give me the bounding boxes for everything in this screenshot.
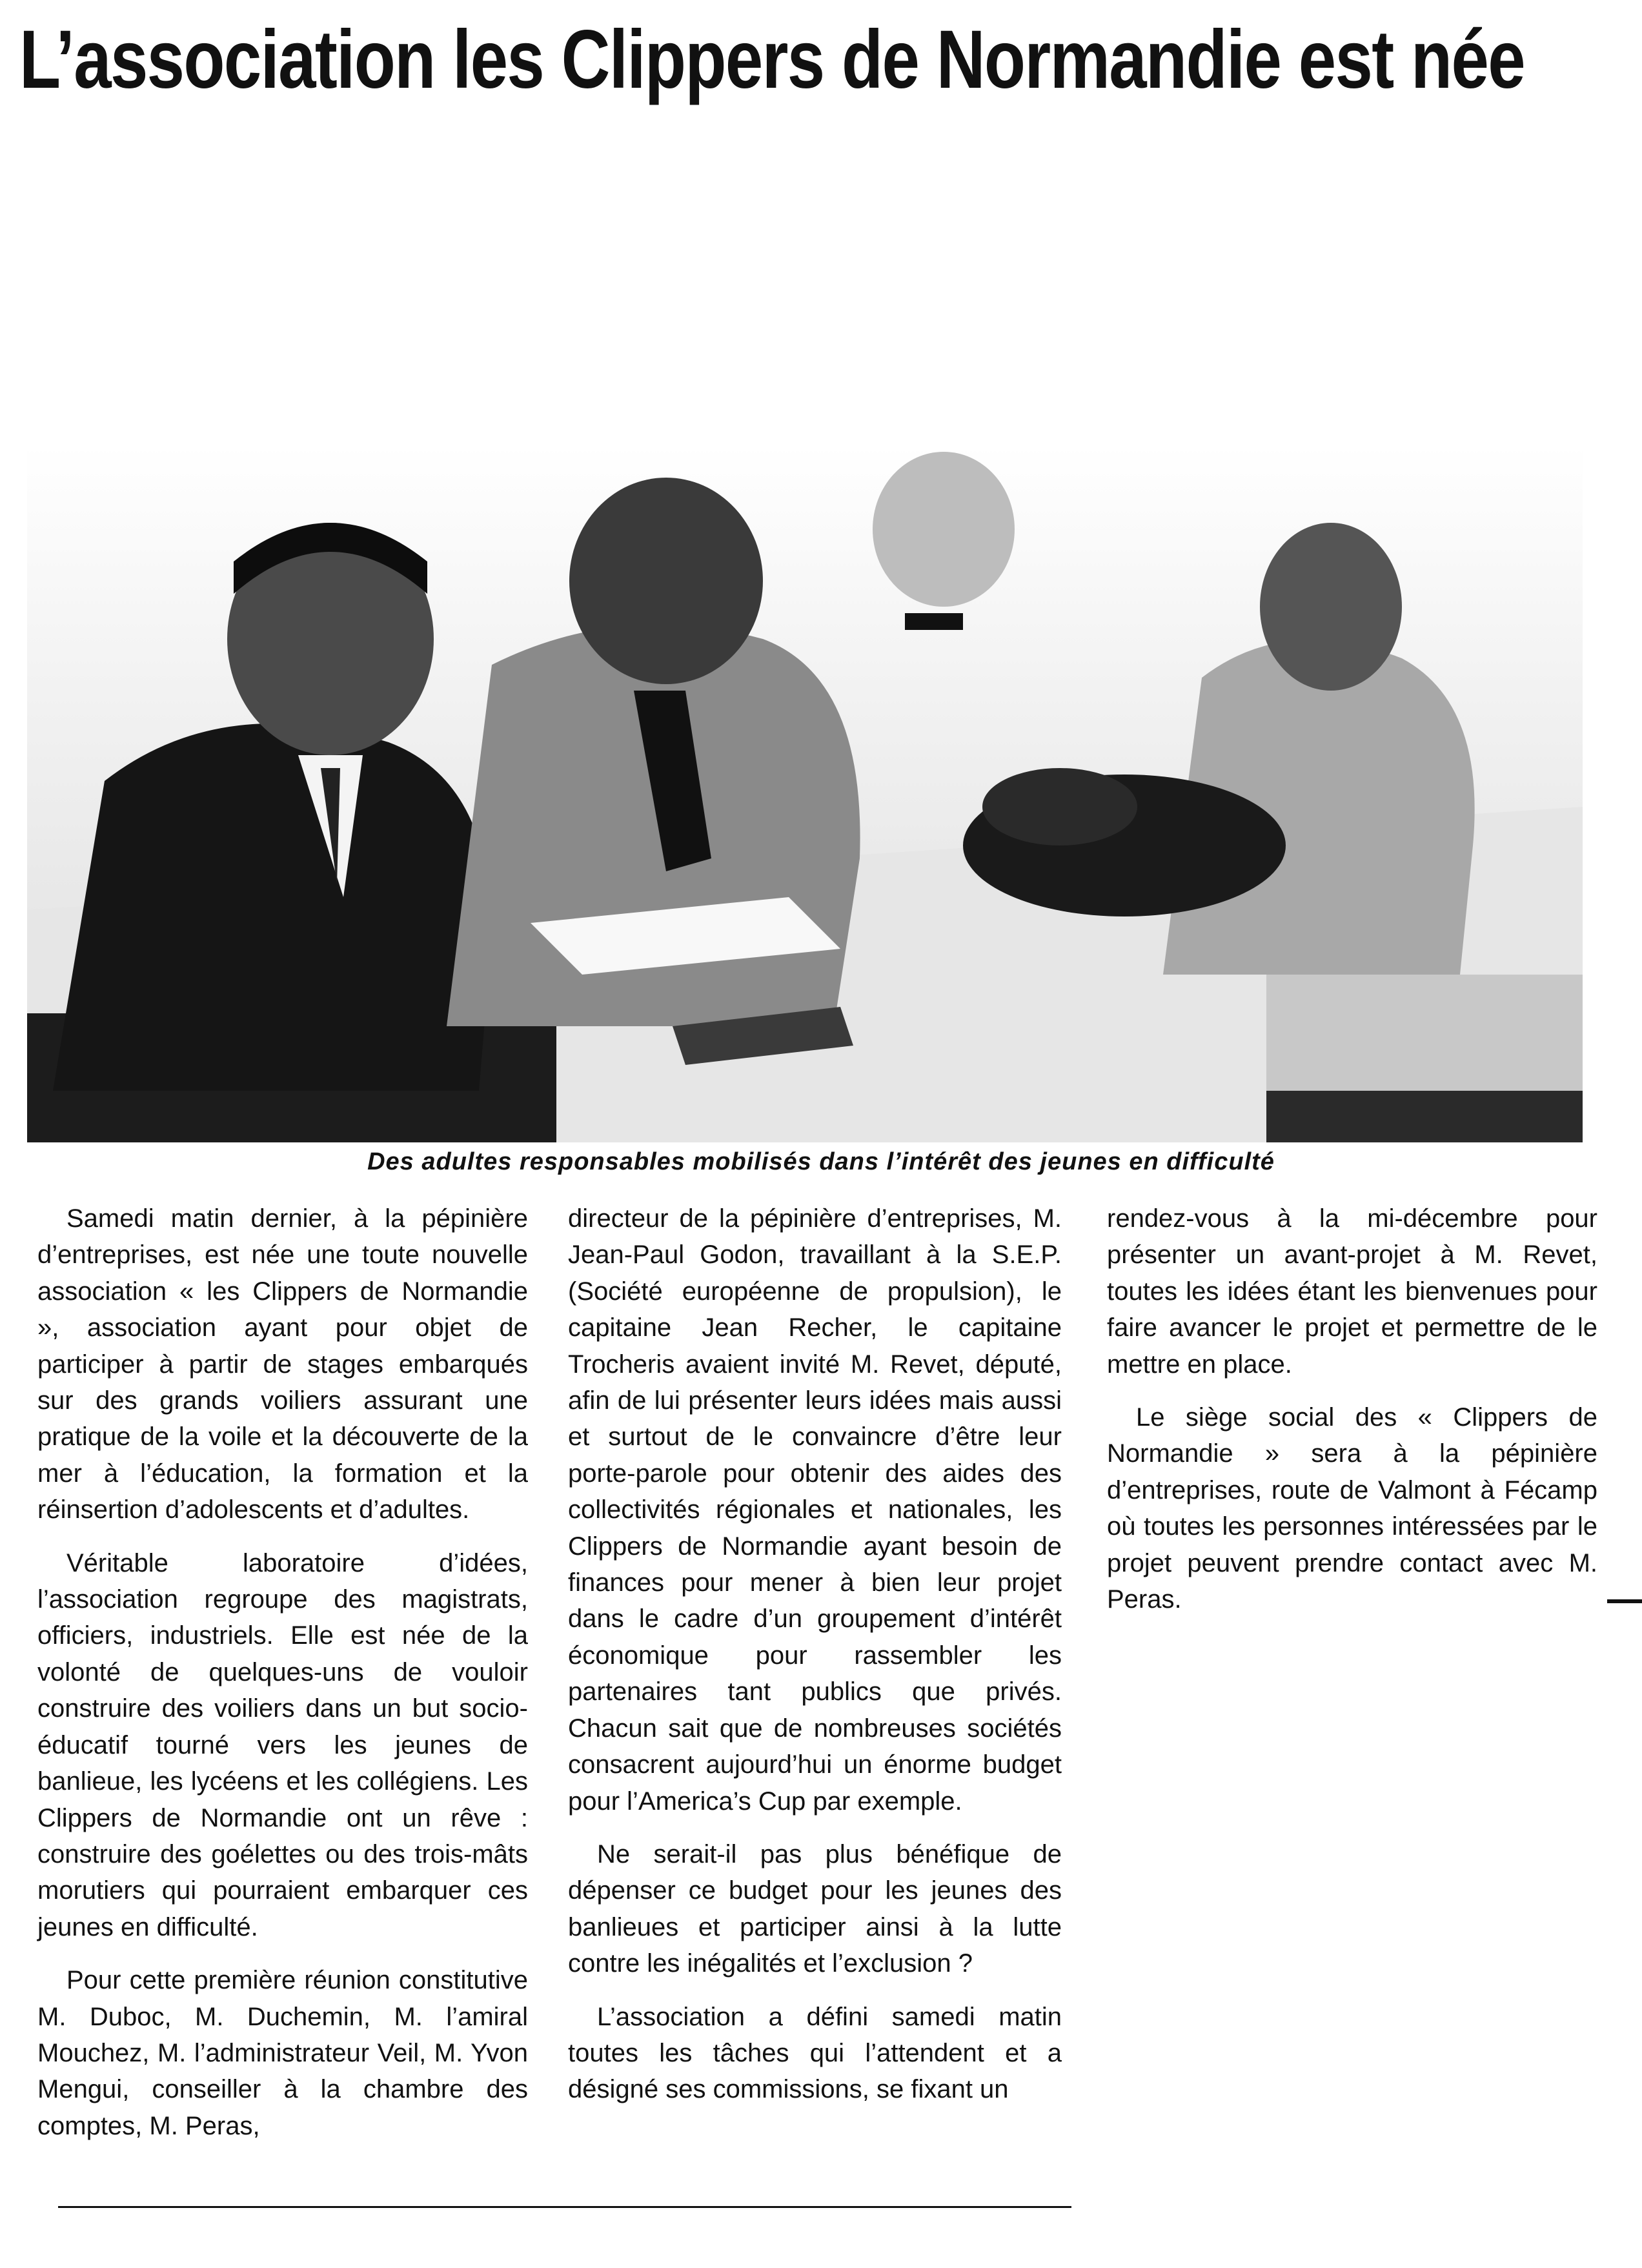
article-paragraph: L’association a défini samedi matin toutes les tâches qui l’attendent et a désigné ses commissions, se fixant un bbox=[568, 2002, 1062, 2104]
article-paragraph: directeur de la pépinière d’entreprises, M. Jean-Paul Godon, travaillant à la S.E.P. (Société européenne de propulsion), le capitaine Jean Recher, le capitaine Trocheris avaient invité M. Revet, député, afin de lui présenter leurs idées mais aussi et surtout de le convaincre d’être leur porte-parole pour obtenir des aides des collectivités régionales et nationales, les Clippers de Normandie ayant besoin de finances pour mener à bien leur projet dans le cadre d’un groupement d’intérêt économique pour rassembler les partenaires tant publics que privés. Chacun sait que de nombreuses sociétés consacrent aujourd’hui un énorme budget pour l’America’s Cup par exemple. bbox=[568, 1204, 1062, 1816]
margin-dash bbox=[1607, 1599, 1642, 1603]
next-headline-cutoff bbox=[232, 2238, 946, 2268]
article-paragraph: Samedi matin dernier, à la pépinière d’entreprises, est née une toute nouvelle association « les Clippers de Normandie », association ayant pour objet de participer à partir de stages embarqués sur des grands voiliers assurant une pratique de la voile et la découverte de la mer à l’éducation, la formation et la réinsertion d’adolescents et d’adultes. bbox=[37, 1204, 528, 1524]
article-paragraph: rendez-vous à la mi-décembre pour présenter un avant-projet à M. Revet, toutes les idées étant les bienvenues pour faire avancer le projet et permettre de le mettre en place. bbox=[1107, 1204, 1597, 1379]
article-paragraph: Ne serait-il pas plus bénéfique de dépenser ce budget pour les jeunes des banlieues et participer ainsi à la lutte contre les inégalités et l’exclusion ? bbox=[568, 1839, 1062, 1978]
article-paragraph: Véritable laboratoire d’idées, l’association regroupe des magistrats, officiers, industriels. Elle est née de la volonté de quelques-uns de vouloir construire des voiliers dans un but socio-éducatif tourné vers les jeunes de banlieue, les lycéens et les collégiens. Les Clippers de Normandie ont un rêve : construire des goélettes ou des trois-mâts morutiers qui pourraient embarquer ces jeunes en difficulté. bbox=[37, 1548, 528, 1941]
article-headline: L’association les Clippers de Normandie est née bbox=[19, 14, 1525, 106]
article-column-3 bbox=[1107, 1200, 1597, 1634]
article-paragraph: Pour cette première réunion constitutive M. Duboc, M. Duchemin, M. l’amiral Mouchez, M. l’administrateur Veil, M. Yvon Mengui, conseiller à la chambre des comptes, M. Peras, bbox=[37, 1966, 528, 2140]
article-photo bbox=[27, 445, 1583, 1142]
article-paragraph: Le siège social des « Clippers de Normandie » sera à la pépinière d’entreprises, route de Valmont à Fécamp où toutes les personnes intéressées par le projet peuvent prendre contact avec M. Peras. bbox=[1107, 1403, 1597, 1614]
meeting-photo-illustration bbox=[27, 445, 1583, 1142]
article-bottom-rule bbox=[58, 2206, 1071, 2208]
photo-caption: Des adultes responsables mobilisés dans l’intérêt des jeunes en difficulté bbox=[367, 1148, 1275, 1175]
article-column-1 bbox=[37, 1200, 528, 2161]
article-column-2 bbox=[568, 1200, 1062, 2125]
